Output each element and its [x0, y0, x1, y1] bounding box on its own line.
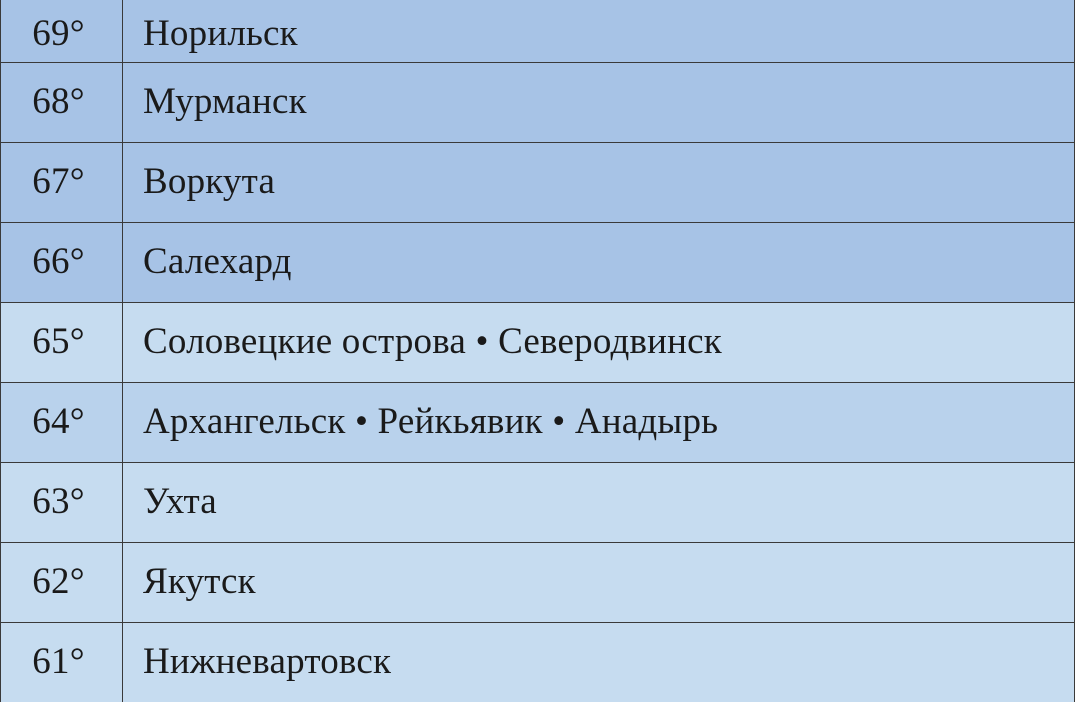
table-row [1, 542, 1075, 622]
latitude-places-cell: Ухта [123, 462, 1075, 542]
latitude-places-cell: Воркута [123, 142, 1075, 222]
latitude-degree-cell: 65° [1, 302, 123, 382]
table-row [1, 382, 1075, 462]
table-row [1, 222, 1075, 302]
latitude-places-cell: Соловецкие острова • Северодвинск [123, 302, 1075, 382]
table-row [1, 462, 1075, 542]
latitude-places-cell: Салехард [123, 222, 1075, 302]
latitude-degree-cell: 69° [1, 0, 123, 62]
table-row [1, 62, 1075, 142]
latitude-places-cell: Якутск [123, 542, 1075, 622]
latitude-table-body [1, 0, 1075, 702]
table-row [1, 622, 1075, 702]
table-row [1, 142, 1075, 222]
latitude-places-cell: Мурманск [123, 62, 1075, 142]
latitude-places-cell: Нижневартовск [123, 622, 1075, 702]
latitude-places-cell: Норильск [123, 0, 1075, 62]
latitude-degree-cell: 66° [1, 222, 123, 302]
latitude-degree-cell: 62° [1, 542, 123, 622]
latitude-degree-cell: 64° [1, 382, 123, 462]
table-row [1, 0, 1075, 62]
latitude-degree-cell: 61° [1, 622, 123, 702]
latitude-degree-cell: 63° [1, 462, 123, 542]
latitude-degree-cell: 67° [1, 142, 123, 222]
table-row [1, 302, 1075, 382]
latitude-degree-cell: 68° [1, 62, 123, 142]
latitude-places-cell: Архангельск • Рейкьявик • Анадырь [123, 382, 1075, 462]
